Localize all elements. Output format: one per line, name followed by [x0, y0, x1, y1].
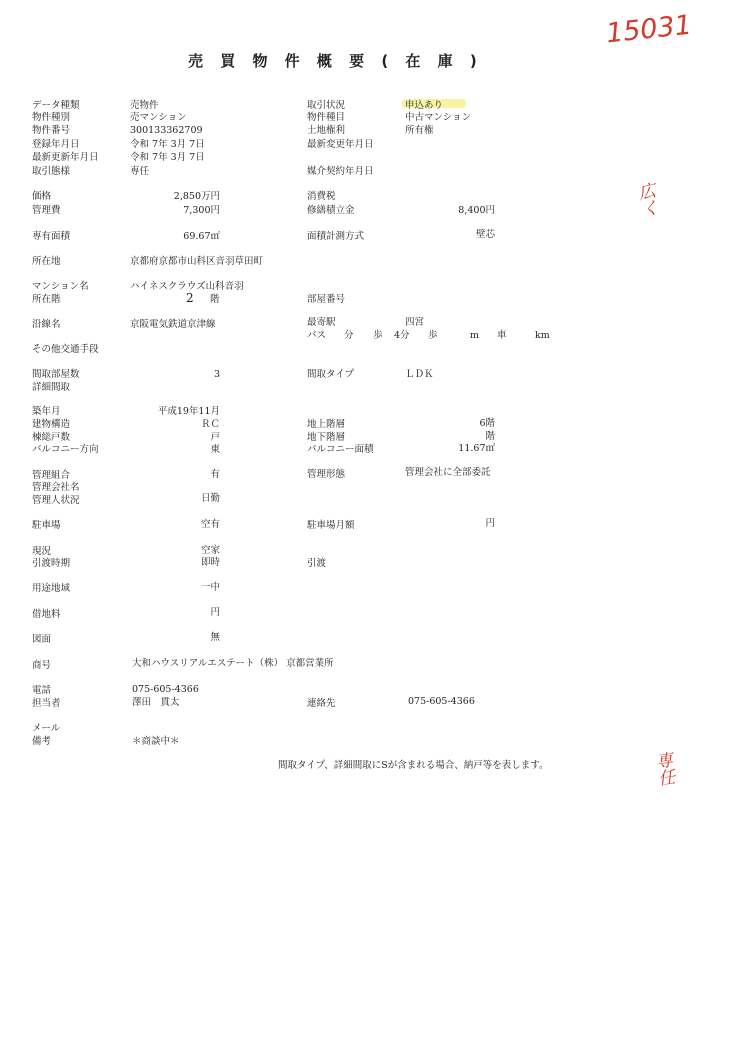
- railway-label: 沿線名: [32, 319, 61, 330]
- floor-label: 所在階: [32, 294, 61, 305]
- trade-name-label: 商号: [32, 660, 52, 671]
- location-label: 所在地: [32, 256, 61, 267]
- area-method-label: 面積計測方式: [307, 231, 365, 242]
- transaction-mode-value: 専任: [130, 166, 150, 177]
- price-label: 価格: [32, 191, 52, 202]
- below-floors-label: 地下階層: [307, 432, 346, 443]
- balcony-area-value: 11.67㎡: [458, 443, 495, 454]
- bus-min: 分: [344, 330, 354, 341]
- property-kind-value: 売マンション: [130, 112, 187, 123]
- balcony-area-label: バルコニー面積: [307, 444, 374, 455]
- current-label: 現況: [32, 546, 52, 557]
- repair-reserve-label: 修繕積立金: [307, 205, 355, 216]
- current-value: 空家: [200, 545, 220, 556]
- mgmt-status-value: 日勤: [200, 493, 220, 504]
- above-floors-label: 地上階層: [307, 419, 346, 430]
- rooms-value: 3: [213, 369, 220, 380]
- remarks-label: 備考: [32, 736, 52, 747]
- above-floors-value: 6階: [479, 418, 495, 429]
- person-label: 担当者: [32, 698, 61, 709]
- property-item-value: 中古マンション: [405, 112, 472, 123]
- phone-value: 075-605-4366: [132, 684, 199, 695]
- footnote: 間取タイプ、詳細間取にSが含まれる場合、納戸等を表します。: [278, 760, 549, 771]
- land-rent-value: 円: [210, 607, 220, 618]
- structure-value: ＲＣ: [200, 419, 220, 430]
- phone-label: 電話: [32, 685, 52, 696]
- distance-km: km: [535, 330, 550, 341]
- area-value: 69.67㎡: [183, 231, 220, 242]
- railway-value: 京阪電気鉄道京津線: [130, 319, 216, 330]
- person-value: 澤田 貫太: [132, 697, 180, 708]
- parking-label: 駐車場: [32, 520, 61, 531]
- land-right-value: 所有権: [405, 125, 434, 136]
- car: 車: [497, 330, 507, 341]
- handover-time-label: 引渡時期: [32, 558, 71, 569]
- document-title: 売 買 物 件 概 要 ( 在 庫 ): [188, 52, 483, 70]
- built-value: 平成19年11月: [157, 406, 220, 417]
- handwritten-note-2: 専任: [650, 750, 676, 788]
- data-type-value: 売物件: [130, 100, 159, 111]
- built-label: 築年月: [32, 406, 61, 417]
- walk2: 歩: [428, 330, 438, 341]
- layout-type-value: ＬＤＫ: [405, 369, 434, 380]
- contact-label: 連絡先: [307, 698, 336, 709]
- transaction-mode-label: 取引態様: [32, 166, 71, 177]
- mansion-name-label: マンション名: [32, 281, 89, 292]
- balcony-dir-value: 東: [210, 444, 220, 455]
- property-no-label: 物件番号: [32, 125, 71, 136]
- data-type-label: データ種類: [32, 100, 80, 111]
- remarks-value: ＊商談中＊: [132, 736, 180, 747]
- zoning-value: 一中: [200, 582, 220, 593]
- trade-name-value: 大和ハウスリアルエステート（株） 京都営業所: [132, 658, 334, 669]
- distance-m: m: [470, 330, 480, 341]
- floor-value: 2: [186, 291, 194, 305]
- mgmt-status-label: 管理人状況: [32, 495, 80, 506]
- consumption-tax-label: 消費税: [307, 191, 336, 202]
- room-no-label: 部屋番号: [307, 294, 346, 305]
- deal-status-label: 取引状況: [307, 100, 346, 111]
- parking-fee-value: 円: [485, 518, 495, 529]
- management-fee-value: 7,300円: [183, 205, 220, 216]
- rooms-label: 間取部屋数: [32, 369, 80, 380]
- station-value: 四宮: [405, 317, 425, 328]
- bus-label: バス: [307, 330, 327, 341]
- property-item-label: 物件種目: [307, 112, 346, 123]
- registered-value: 令和 7年 3月 7日: [130, 139, 205, 150]
- mgmt-assoc-value: 有: [210, 469, 220, 480]
- parking-value: 空有: [200, 519, 220, 530]
- updated-value: 令和 7年 3月 7日: [130, 152, 205, 163]
- mansion-name-value: ハイネスクラウズ山科音羽: [130, 281, 244, 292]
- layout-detail-label: 詳細間取: [32, 382, 71, 393]
- station-label: 最寄駅: [307, 317, 336, 328]
- below-floors-value: 階: [485, 431, 495, 442]
- mgmt-company-label: 管理会社名: [32, 482, 80, 493]
- brokerage-contract-label: 媒介契約年月日: [307, 166, 374, 177]
- mgmt-form-label: 管理形態: [307, 469, 346, 480]
- mgmt-form-value: 管理会社に全部委託: [405, 467, 491, 478]
- deal-status-value: 申込あり: [405, 100, 444, 111]
- land-rent-label: 借地料: [32, 609, 61, 620]
- registered-label: 登録年月日: [32, 139, 80, 150]
- land-right-label: 土地権利: [307, 125, 346, 136]
- total-units-value: 戸: [210, 432, 220, 443]
- drawing-label: 図面: [32, 634, 52, 645]
- management-fee-label: 管理費: [32, 205, 61, 216]
- structure-label: 建物構造: [32, 419, 71, 430]
- updated-label: 最新更新年月日: [32, 152, 99, 163]
- area-method-value: 壁芯: [475, 229, 495, 240]
- email-label: メール: [32, 723, 61, 734]
- bus-walk: 歩: [373, 330, 383, 341]
- price-value: 2,850万円: [173, 191, 220, 202]
- parking-fee-label: 駐車場月額: [307, 520, 355, 531]
- balcony-dir-label: バルコニー方向: [32, 444, 99, 455]
- floor-unit: 階: [210, 294, 220, 305]
- handwritten-note-1: 広く: [632, 181, 660, 219]
- drawing-value: 無: [210, 632, 220, 643]
- walk-min: 4分: [394, 330, 410, 341]
- zoning-label: 用途地域: [32, 583, 71, 594]
- contact-value: 075-605-4366: [408, 696, 475, 707]
- repair-reserve-value: 8,400円: [458, 205, 495, 216]
- property-kind-label: 物件種別: [32, 112, 71, 123]
- area-label: 専有面積: [32, 231, 71, 242]
- mgmt-assoc-label: 管理組合: [32, 470, 71, 481]
- location-value: 京都府京都市山科区音羽草田町: [130, 256, 264, 267]
- latest-change-label: 最新変更年月日: [307, 139, 374, 150]
- other-transport-label: その他交通手段: [32, 344, 99, 355]
- handover-time-value: 即時: [200, 557, 220, 568]
- handover-label: 引渡: [307, 558, 327, 569]
- handwritten-number: 15031: [604, 9, 694, 50]
- layout-type-label: 間取タイプ: [307, 369, 355, 380]
- total-units-label: 棟総戸数: [32, 432, 71, 443]
- property-no-value: 300133362709: [130, 125, 203, 136]
